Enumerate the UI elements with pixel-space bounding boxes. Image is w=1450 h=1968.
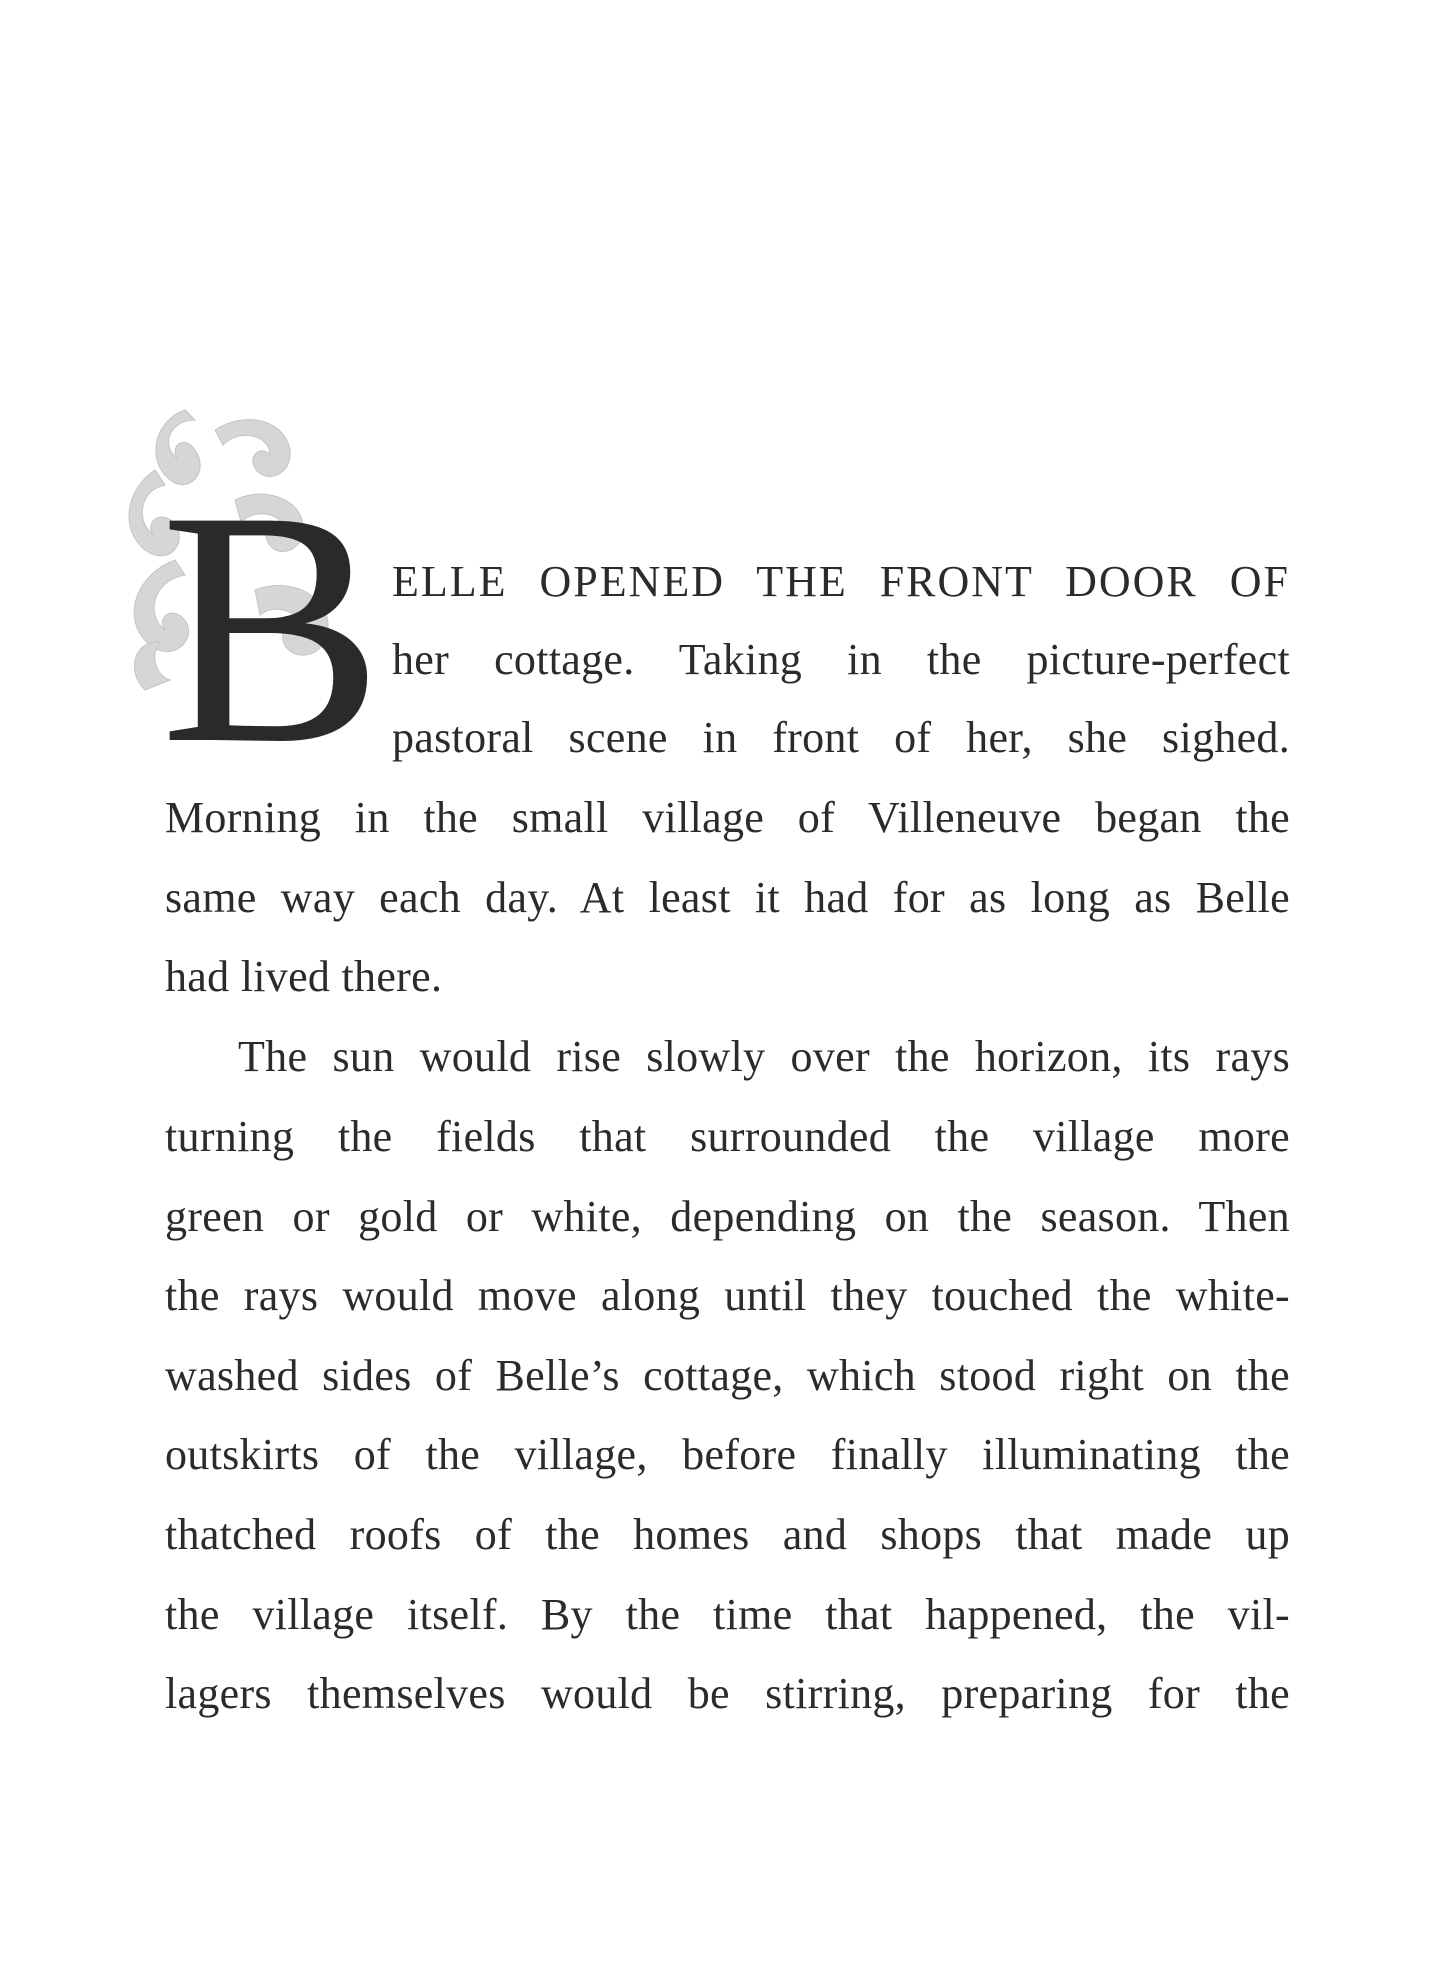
text-line: washed sides of Belle’s cottage, which stood right on the [165,1351,1290,1400]
text-line: same way each day. At least it had for as long as Belle [165,873,1290,922]
text-line: her cottage. Taking in the picture-perfect [392,635,1290,684]
text-line: the village itself. By the time that happened, the vil- [165,1590,1290,1639]
dropcap-letter [160,478,390,768]
text-line: had lived there. [165,952,443,1001]
text-line: lagers themselves would be stirring, preparing for the [165,1669,1290,1718]
text-line: pastoral scene in front of her, she sighed. [392,713,1290,762]
text-line: turning the fields that surrounded the village more [165,1112,1290,1161]
text-line: Morning in the small village of Villeneuve began the [165,793,1290,842]
text-line: ELLE OPENED THE FRONT DOOR OF [392,557,1290,606]
text-line: The sun would rise slowly over the horizon, its rays [238,1032,1290,1081]
text-line: the rays would move along until they touched the white- [165,1271,1290,1320]
svg-text:B: B [160,478,384,768]
text-line: green or gold or white, depending on the season. Then [165,1192,1290,1241]
text-line: outskirts of the village, before finally illuminating the [165,1430,1290,1479]
text-line: thatched roofs of the homes and shops that made up [165,1510,1290,1559]
